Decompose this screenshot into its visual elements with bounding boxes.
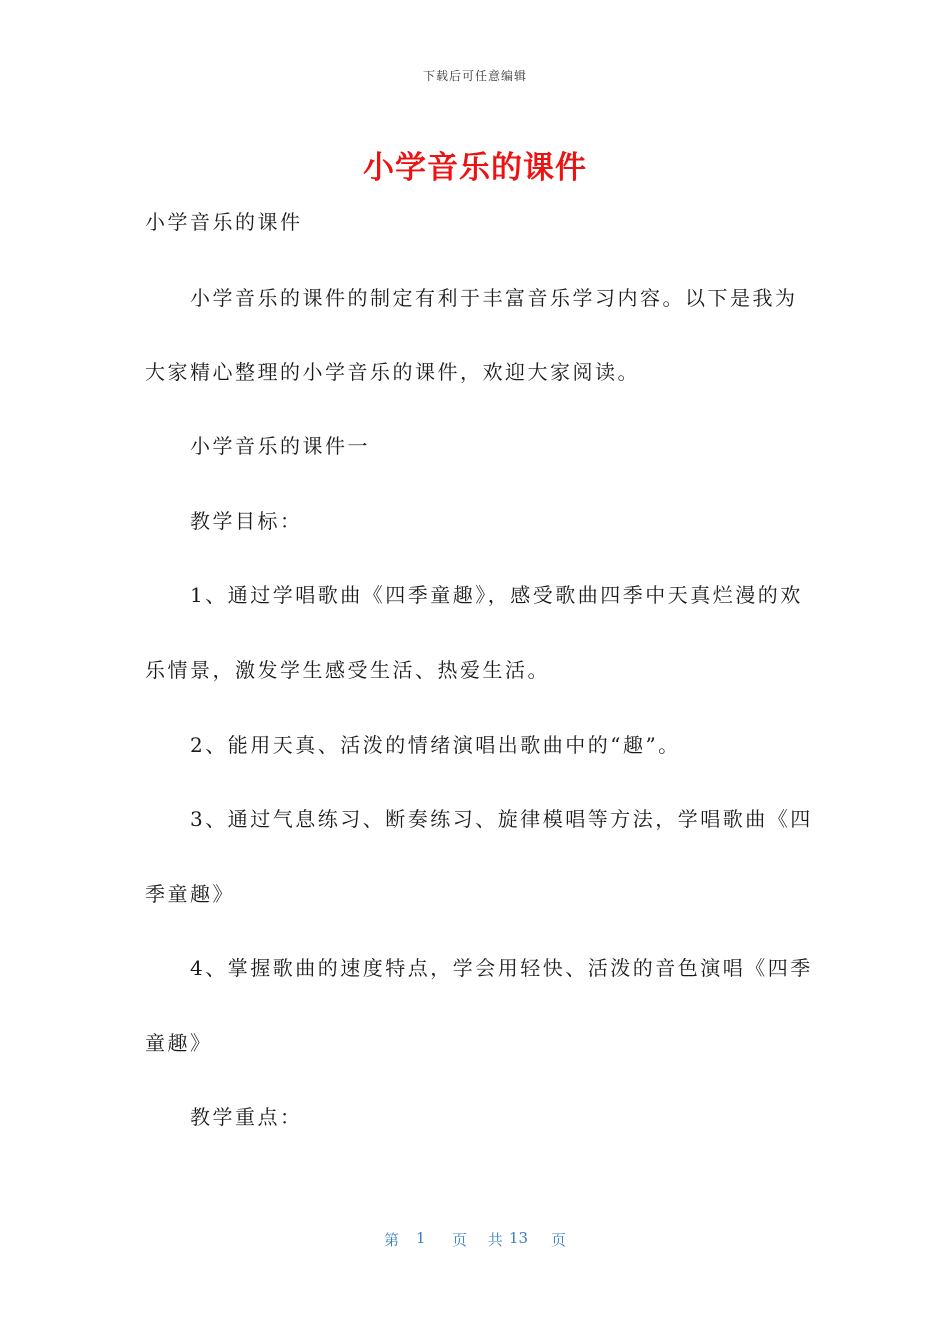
footer-middle: 页 共 [452,1231,511,1249]
section-heading: 教学重点： [190,1105,303,1129]
list-item: 4、掌握歌曲的速度特点，学会用轻快、活泼的音色演唱《四季 [190,956,813,980]
footer-total-pages: 13 [509,1229,529,1247]
paragraph-line: 大家精心整理的小学音乐的课件，欢迎大家阅读。 [145,360,640,384]
list-item: 2、能用天真、活泼的情绪演唱出歌曲中的“趣”。 [190,733,681,757]
footer-page-number: 1 [416,1229,426,1247]
list-item: 1、通过学唱歌曲《四季童趣》，感受歌曲四季中天真烂漫的欢 [190,583,803,607]
document-title: 小学音乐的课件 [363,150,587,186]
list-item: 3、通过气息练习、断奏练习、旋律模唱等方法，学唱歌曲《四 [190,807,813,831]
header-note: 下载后可任意编辑 [422,69,527,83]
footer-suffix: 页 [551,1231,567,1249]
paragraph-line: 小学音乐的课件的制定有利于丰富音乐学习内容。以下是我为 [190,286,798,310]
section-heading: 小学音乐的课件一 [190,434,370,458]
list-item-continuation: 季童趣》 [145,882,235,906]
list-item-continuation: 乐情景，激发学生感受生活、热爱生活。 [145,658,550,682]
list-item-continuation: 童趣》 [145,1031,213,1055]
footer-prefix: 第 [384,1231,400,1249]
subtitle-line: 小学音乐的课件 [145,210,303,234]
page-footer [0,1229,950,1251]
section-heading: 教学目标： [190,509,303,533]
